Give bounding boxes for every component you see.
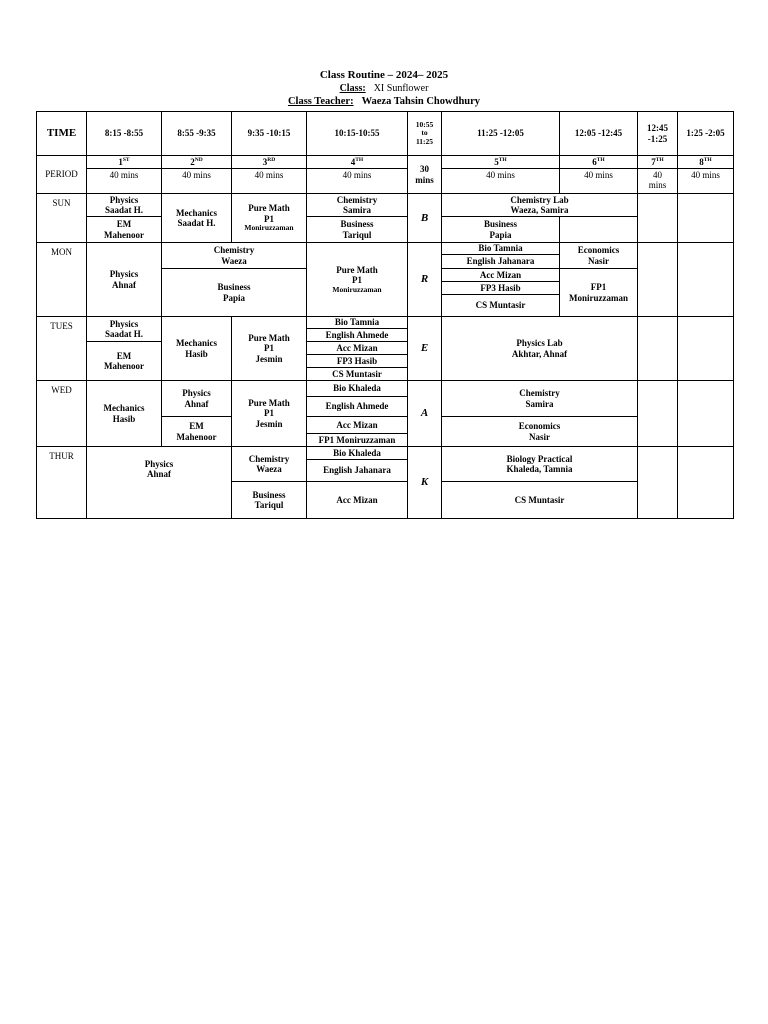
period-label-cell: [36, 155, 87, 194]
class-cell-text: Hasib: [112, 413, 136, 424]
class-cell: [161, 416, 232, 447]
period-ordinal: [699, 157, 711, 167]
class-cell-text: Waeza: [256, 464, 282, 474]
time-slot-cell-text: 9:35 -10:15: [247, 128, 291, 139]
class-cell: [441, 294, 560, 317]
class-cell-text: Physics: [182, 388, 211, 399]
period-duration-cell-text: 40 mins: [109, 170, 139, 180]
class-cell: [441, 416, 638, 447]
period-number-cell: [677, 155, 734, 169]
day-label-thur-text: THUR: [49, 451, 74, 461]
class-cell: [306, 459, 408, 482]
break-letter-cell-text: B: [420, 211, 429, 224]
class-cell-text: Ahnaf: [146, 469, 171, 480]
period-number: 4: [350, 156, 356, 167]
period-label-cell-text: PERIOD: [45, 169, 78, 180]
empty-cell: [637, 193, 678, 243]
period-duration-cell: [86, 168, 162, 194]
period-suffix: ND: [194, 156, 203, 163]
break-duration-cell-text: mins: [415, 174, 434, 185]
class-cell-text: Chemistry Lab: [510, 194, 569, 205]
class-cell-text: Chemistry: [248, 453, 290, 464]
class-cell-text: Saadat H.: [104, 329, 143, 339]
period-duration-cell-text: 40 mins: [342, 170, 372, 180]
class-cell-text: Physics: [109, 269, 139, 280]
empty-cell: [637, 446, 678, 519]
class-cell-text: Business: [340, 219, 374, 230]
class-cell-text: Bio Khaleda: [333, 447, 381, 458]
break-letter-cell: [407, 316, 442, 381]
class-cell: [306, 216, 408, 243]
class-cell-text: Chemistry: [213, 245, 255, 256]
class-cell-text: Bio Tamnia: [478, 243, 523, 254]
class-cell-text: Pure Math: [248, 397, 290, 408]
class-cell-text: Mahenoor: [176, 431, 217, 442]
class-cell-text: Ahnaf: [111, 279, 136, 290]
class-cell: [441, 216, 560, 243]
period-duration-cell: [441, 168, 560, 194]
class-cell: [441, 380, 638, 417]
class-cell-text: Samira: [525, 398, 554, 409]
break-letter-cell: [407, 242, 442, 317]
period-duration-cell-text: 40 mins: [182, 170, 211, 180]
class-cell-text: Physics: [109, 194, 139, 205]
period-number-cell: [441, 155, 560, 169]
class-cell: [86, 216, 162, 243]
day-label-sun: [36, 193, 87, 243]
break-letter-cell-text: E: [420, 342, 429, 355]
class-cell-text: Business: [483, 219, 518, 230]
period-duration-cell-text: 40 mins: [584, 170, 613, 180]
class-cell-text: Jesmin: [255, 353, 283, 364]
period-number: 7: [651, 156, 656, 167]
period-number-cell: [161, 155, 232, 169]
time-label-cell-text: TIME: [46, 127, 77, 140]
class-cell-text: P1: [264, 343, 274, 354]
empty-cell: [677, 380, 734, 447]
class-cell-text: FP1: [590, 282, 607, 293]
class-cell-text: P1: [352, 275, 362, 286]
class-cell-text: Pure Math: [248, 332, 290, 343]
class-cell-text: English Ahmede: [325, 401, 389, 412]
day-label-mon: [36, 242, 87, 317]
class-cell: [231, 481, 307, 519]
class-cell-text: Moniruzzaman: [569, 292, 628, 303]
break-time-cell-text: 11:25: [415, 136, 434, 146]
class-cell: [441, 316, 638, 381]
class-cell-text: CS Muntasir: [332, 368, 382, 379]
class-cell: [441, 446, 638, 482]
class-cell-text: Physics: [144, 459, 174, 469]
class-cell: [559, 242, 638, 269]
teacher-label: Class Teacher:: [287, 96, 354, 107]
period-ordinal: [651, 157, 663, 167]
period-number: 3: [262, 156, 268, 167]
period-suffix: ST: [122, 156, 130, 163]
day-label-wed: [36, 380, 87, 447]
class-cell: [86, 193, 162, 217]
class-cell-text: Mechanics: [103, 403, 145, 414]
period-duration-cell-text: 40 mins: [254, 170, 284, 180]
time-slot-cell-text: 12:45: [647, 123, 668, 134]
period-duration-cell-text: 40: [653, 170, 662, 180]
time-slot-cell: [441, 111, 560, 156]
class-cell-text: Chemistry: [519, 388, 560, 399]
class-cell-text: Mechanics: [176, 338, 217, 349]
class-cell-text: Moniruzzaman: [244, 223, 294, 233]
day-label-tues-text: TUES: [50, 321, 73, 331]
class-cell-text: Waeza: [221, 255, 247, 266]
period-suffix: TH: [355, 156, 364, 163]
class-cell-text: Tariqul: [254, 500, 284, 510]
class-cell-text: Saadat H.: [177, 218, 216, 228]
class-cell-text: Pure Math: [248, 203, 290, 214]
class-cell: [441, 268, 560, 282]
period-number-cell: [637, 155, 678, 169]
class-cell-text: FP1 Moniruzzaman: [318, 434, 396, 445]
class-cell-text: Acc Mizan: [336, 342, 378, 353]
empty-cell: [677, 193, 734, 243]
class-cell: [231, 446, 307, 482]
period-number-cell: [231, 155, 307, 169]
class-cell: [306, 396, 408, 417]
period-suffix: TH: [655, 156, 664, 163]
class-label: Class:: [339, 83, 366, 94]
class-cell: [306, 433, 408, 447]
class-cell: [306, 193, 408, 217]
period-ordinal: [190, 157, 202, 167]
class-cell-text: Physics Lab: [516, 338, 563, 349]
class-line: [0, 84, 768, 94]
time-slot-cell: [161, 111, 232, 156]
period-duration-cell-text: 40 mins: [486, 170, 515, 180]
empty-cell: [637, 380, 678, 447]
class-cell: [231, 316, 307, 381]
class-cell-text: FP3 Hasib: [480, 282, 521, 293]
time-slot-cell-text: 11:25 -12:05: [477, 128, 524, 139]
class-cell-text: Acc Mizan: [336, 419, 378, 430]
day-label-sun-text: SUN: [52, 198, 71, 208]
class-cell-text: EM: [116, 350, 132, 361]
time-slot-cell: [559, 111, 638, 156]
class-cell: [161, 193, 232, 243]
class-cell-text: CS Muntasir: [475, 300, 526, 311]
break-letter-cell: [407, 193, 442, 243]
class-cell-text: Pure Math: [336, 264, 378, 275]
period-duration-cell: [559, 168, 638, 194]
class-cell: [306, 481, 408, 519]
period-number: 2: [190, 156, 195, 167]
class-cell-text: Bio Tamnia: [334, 317, 380, 328]
class-cell-text: Biology Practical: [506, 453, 573, 464]
class-cell-text: Moniruzzaman: [332, 284, 382, 294]
class-cell-text: Saadat H.: [104, 205, 143, 215]
class-cell: [559, 268, 638, 317]
break-letter-cell: [407, 380, 442, 447]
teacher-value: Waeza Tahsin Chowdhury: [361, 96, 481, 107]
break-letter-cell-text: A: [420, 407, 429, 420]
class-cell: [306, 446, 408, 460]
period-ordinal: [263, 157, 275, 167]
day-label-tues: [36, 316, 87, 381]
break-letter-cell-text: K: [420, 476, 429, 489]
class-cell-text: English Ahmede: [325, 329, 389, 340]
time-slot-cell-text: 12:05 -12:45: [574, 128, 623, 139]
time-slot-cell-text: 10:15-10:55: [334, 128, 380, 139]
period-suffix: RD: [267, 156, 276, 163]
class-cell: [441, 481, 638, 519]
break-letter-cell-text: R: [420, 273, 429, 286]
class-cell: [306, 416, 408, 434]
class-cell-text: Business: [252, 489, 286, 500]
class-cell-text: FP3 Hasib: [336, 355, 378, 366]
period-duration-cell: [677, 168, 734, 194]
class-cell: [306, 341, 408, 355]
class-cell: [441, 193, 638, 217]
period-duration-cell: [637, 168, 678, 194]
class-cell-text: Nasir: [529, 431, 550, 442]
class-cell-text: Mechanics: [176, 207, 217, 218]
time-slot-cell: [86, 111, 162, 156]
class-cell: [86, 446, 232, 519]
class-cell-text: Waeza, Samira: [510, 205, 569, 215]
class-cell-text: Jesmin: [255, 418, 283, 429]
empty-cell: [637, 316, 678, 381]
class-value: XI Sunflower: [373, 83, 429, 94]
class-cell: [161, 380, 232, 417]
period-number: 1: [118, 156, 123, 167]
break-time-cell-text: 10:55: [415, 119, 434, 129]
class-cell-text: English Jahanara: [323, 465, 391, 476]
class-cell: [441, 281, 560, 295]
class-cell: [306, 242, 408, 317]
empty-cell: [677, 446, 734, 519]
time-slot-cell: [306, 111, 408, 156]
time-slot-cell-text: 8:55 -9:35: [177, 128, 216, 139]
class-cell-text: Business: [217, 282, 251, 293]
time-slot-cell-text: 1:25 -2:05: [686, 128, 725, 139]
period-number-cell: [86, 155, 162, 169]
class-cell-text: Akhtar, Ahnaf: [511, 348, 568, 359]
time-slot-cell: [231, 111, 307, 156]
class-cell-text: Acc Mizan: [336, 494, 378, 505]
period-duration-cell: [306, 168, 408, 194]
class-cell: [161, 268, 307, 317]
break-letter-cell: [407, 446, 442, 519]
period-ordinal: [351, 157, 363, 167]
day-label-wed-text: WED: [51, 385, 72, 395]
class-cell: [86, 316, 162, 342]
class-cell-text: Physics: [109, 318, 139, 329]
period-duration-cell-text: 40 mins: [691, 170, 720, 180]
class-cell-text: English Jahanara: [466, 256, 535, 267]
time-slot-cell-text: 8:15 -8:55: [104, 128, 144, 139]
time-slot-cell: [637, 111, 678, 156]
break-time-cell-text: to: [421, 128, 428, 138]
class-cell-text: Economics: [518, 421, 561, 432]
period-duration-cell: [161, 168, 232, 194]
class-cell-text: EM: [116, 219, 132, 230]
class-cell-text: Hasib: [185, 348, 208, 359]
teacher-line: [0, 97, 768, 108]
class-cell: [161, 242, 307, 269]
class-cell-text: Tariqul: [342, 229, 372, 240]
class-cell-text: Mahenoor: [104, 229, 144, 240]
page-title: Class Routine – 2024– 2025: [319, 69, 449, 81]
period-number-cell: [559, 155, 638, 169]
day-label-mon-text: MON: [50, 247, 72, 257]
class-cell-text: Papia: [489, 229, 512, 240]
class-cell: [306, 328, 408, 342]
class-cell-text: EM: [189, 421, 204, 432]
period-suffix: TH: [498, 156, 507, 163]
period-number: 5: [494, 156, 499, 167]
class-cell-text: Nasir: [588, 255, 609, 266]
class-cell: [231, 193, 307, 243]
class-cell-text: P1: [264, 213, 274, 224]
class-cell-text: Khaleda, Tamnia: [506, 464, 573, 474]
period-number: 8: [699, 156, 704, 167]
class-cell-text: Acc Mizan: [479, 269, 522, 280]
class-cell-text: Chemistry: [336, 194, 378, 205]
period-ordinal: [118, 157, 129, 167]
class-cell: [306, 380, 408, 397]
time-slot-cell: [677, 111, 734, 156]
class-cell-text: Mahenoor: [104, 361, 144, 371]
class-cell-text: Samira: [343, 205, 371, 215]
empty-cell: [559, 216, 638, 243]
class-cell: [161, 316, 232, 381]
period-suffix: TH: [703, 156, 712, 163]
break-duration-cell-text: 30: [420, 164, 429, 175]
time-slot-cell-text: -1:25: [647, 133, 668, 144]
class-cell-text: P1: [264, 408, 274, 419]
period-number-cell: [306, 155, 408, 169]
period-number: 6: [592, 156, 597, 167]
break-duration-cell: [407, 155, 442, 194]
break-time-cell: [407, 111, 442, 156]
class-cell: [306, 354, 408, 368]
class-cell-text: Ahnaf: [184, 398, 209, 409]
class-cell: [231, 380, 307, 447]
empty-cell: [677, 316, 734, 381]
class-cell-text: Papia: [222, 292, 245, 303]
class-cell: [441, 254, 560, 269]
class-cell-text: Economics: [577, 245, 620, 256]
class-cell: [86, 242, 162, 317]
period-duration-cell-text: mins: [648, 180, 667, 191]
class-cell: [86, 341, 162, 381]
class-cell: [306, 367, 408, 381]
class-cell: [86, 380, 162, 447]
period-ordinal: [592, 157, 604, 167]
period-ordinal: [494, 157, 506, 167]
time-label-cell: [36, 111, 87, 156]
period-suffix: TH: [596, 156, 605, 163]
class-cell-text: CS Muntasir: [514, 494, 565, 505]
class-cell-text: Bio Khaleda: [333, 383, 381, 394]
empty-cell: [637, 242, 678, 317]
period-duration-cell: [231, 168, 307, 194]
empty-cell: [677, 242, 734, 317]
day-label-thur: [36, 446, 87, 519]
